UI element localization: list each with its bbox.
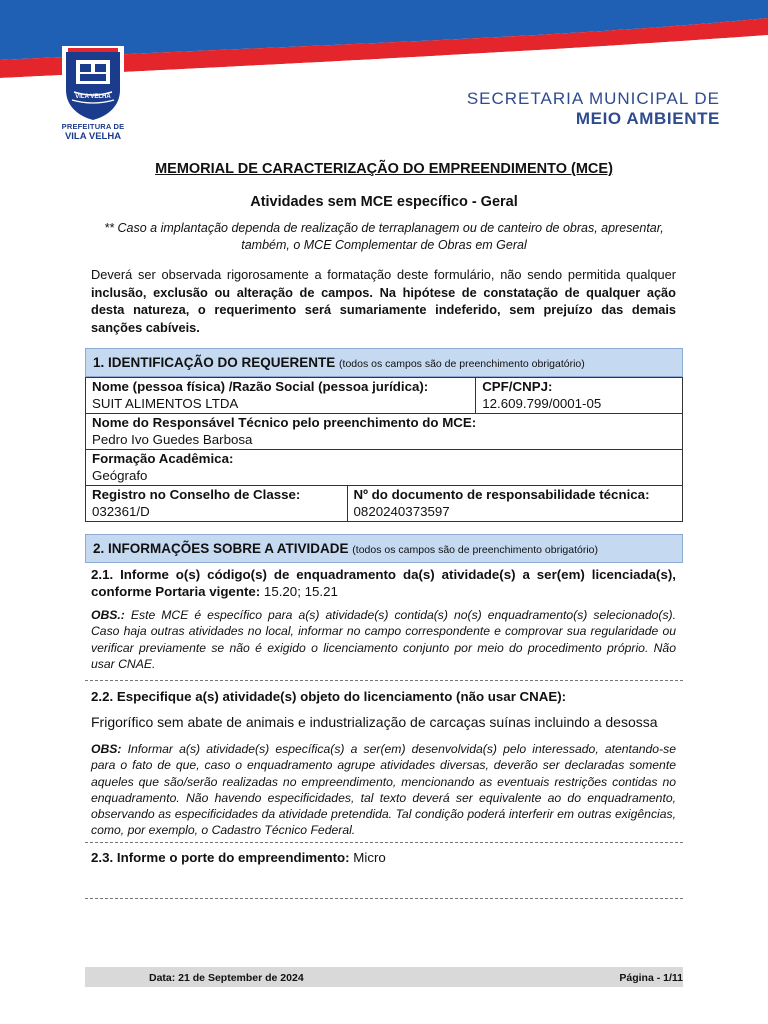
question-2-2-obs [91, 741, 676, 839]
city-label: VILA VELHA [64, 131, 122, 142]
registro-field[interactable]: 032361/D [92, 504, 150, 519]
prefeitura-label: PREFEITURA DE [61, 122, 125, 131]
footer-date: Data: 21 de September de 2024 [149, 972, 304, 984]
document-title: MEMORIAL DE CARACTERIZAÇÃO DO EMPREENDIMENTO (MCE) [155, 161, 613, 177]
warning-paragraph [91, 266, 676, 336]
cpf-cell [476, 378, 683, 414]
section-2-subtitle: (todos os campos são de preenchimento obrigatório) [352, 544, 599, 556]
registro-cell [86, 486, 348, 522]
page-footer [85, 967, 683, 987]
document-note: ** Caso a implantação dependa de realização de terraplanagem ou de canteiro de obras, apresentar, também, o MCE Complementar de Obras em Geral [104, 221, 664, 252]
warning-bold-text: inclusão, exclusão ou alteração de campos. Na hipótese de constatação de qualquer ação desta natureza, o requerimento será sumariamente indeferido, sem prejuízo das demais sanções cabíveis. [91, 284, 676, 335]
question-2-3-answer[interactable]: Micro [353, 850, 386, 865]
divider [85, 842, 683, 843]
question-2-2-answer[interactable]: Frigorífico sem abate de animais e industrialização de carcaças suínas incluindo a desossa [91, 714, 658, 730]
nome-field[interactable]: SUIT ALIMENTOS LTDA [92, 396, 239, 411]
table-row [86, 414, 683, 450]
question-2-3-label: 2.3. Informe o porte do empreendimento: [91, 850, 350, 865]
nome-cell [86, 378, 476, 414]
question-2-1 [91, 567, 676, 600]
documento-label: Nº do documento de responsabilidade técnica: [353, 487, 650, 502]
responsavel-field[interactable]: Pedro Ivo Guedes Barbosa [92, 432, 253, 447]
requerente-table [85, 377, 683, 522]
question-2-1-obs [91, 607, 676, 672]
logo-text: VILA VELHA [75, 94, 111, 100]
registro-label: Registro no Conselho de Classe: [92, 487, 301, 502]
table-row [86, 486, 683, 522]
table-row [86, 378, 683, 414]
section-2-header [85, 534, 683, 563]
table-row [86, 450, 683, 486]
footer-page-number: Página - 1/11 [619, 972, 683, 984]
cpf-label: CPF/CNPJ: [482, 379, 553, 394]
question-2-3 [91, 850, 676, 867]
formacao-label: Formação Acadêmica: [92, 451, 234, 466]
responsavel-label: Nome do Responsável Técnico pelo preenchimento do MCE: [92, 415, 477, 430]
question-2-1-label: 2.1. Informe o(s) código(s) de enquadramento da(s) atividade(s) a ser(em) licenciada(s), conforme Portaria vigente: [91, 567, 676, 599]
meio-ambiente-label: MEIO AMBIENTE [575, 109, 720, 128]
obs-label: OBS: [91, 742, 122, 756]
obs-text: Informar a(s) atividade(s) específica(s) a ser(em) desenvolvida(s) pelo interessado, atentando-se para o fato de que, caso o enquadramento agrupe atividades diversas, deverão ser declaradas somente aqueles que são/serão realizadas no empreendimento, mencionando as eventuais restrições contidas no enquadramento. Não havendo especificidades, tal texto deverá ser equivalente ao do enquadramento, observando as especificidades da atividade pretendida. Tal condição poderá interferir em outras exigências, como, por exemplo, o Cadastro Técnico Federal. [91, 742, 676, 838]
formacao-field[interactable]: Geógrafo [92, 468, 148, 483]
nome-label: Nome (pessoa física) /Razão Social (pessoa jurídica): [92, 379, 429, 394]
divider [85, 898, 683, 899]
question-2-2 [91, 689, 676, 706]
section-1-title: 1. IDENTIFICAÇÃO DO REQUERENTE [93, 355, 336, 370]
secretaria-label: SECRETARIA MUNICIPAL DE [466, 89, 720, 105]
question-2-2-label: 2.2. Especifique a(s) atividade(s) objeto do licenciamento (não usar CNAE): [91, 689, 567, 704]
obs-label: OBS.: [91, 608, 125, 622]
documento-field[interactable]: 0820240373597 [353, 504, 450, 519]
documento-cell [347, 486, 682, 522]
formacao-cell [86, 450, 683, 486]
cpf-field[interactable]: 12.609.799/0001-05 [482, 396, 602, 411]
section-2-title: 2. INFORMAÇÕES SOBRE A ATIVIDADE [93, 541, 349, 556]
warning-text: Deverá ser observada rigorosamente a formatação deste formulário, não sendo permitida qualquer [91, 267, 676, 282]
section-1-subtitle: (todos os campos são de preenchimento obrigatório) [339, 358, 585, 370]
responsavel-cell [86, 414, 683, 450]
obs-text: Este MCE é específico para a(s) atividade(s) contida(s) no(s) enquadramento(s) selecionado(s). Caso haja outras atividades no local, informar no campo correspondente e comprovar sua regularidade ou verificar previamente se não é exigido o licenciamento conjunto por meio do procedimento próprio. Não usar CNAE. [91, 608, 676, 671]
section-1-header [85, 348, 683, 377]
document-subtitle: Atividades sem MCE específico - Geral [250, 194, 518, 210]
question-2-1-answer[interactable]: 15.20; 15.21 [263, 583, 338, 599]
divider [85, 680, 683, 681]
